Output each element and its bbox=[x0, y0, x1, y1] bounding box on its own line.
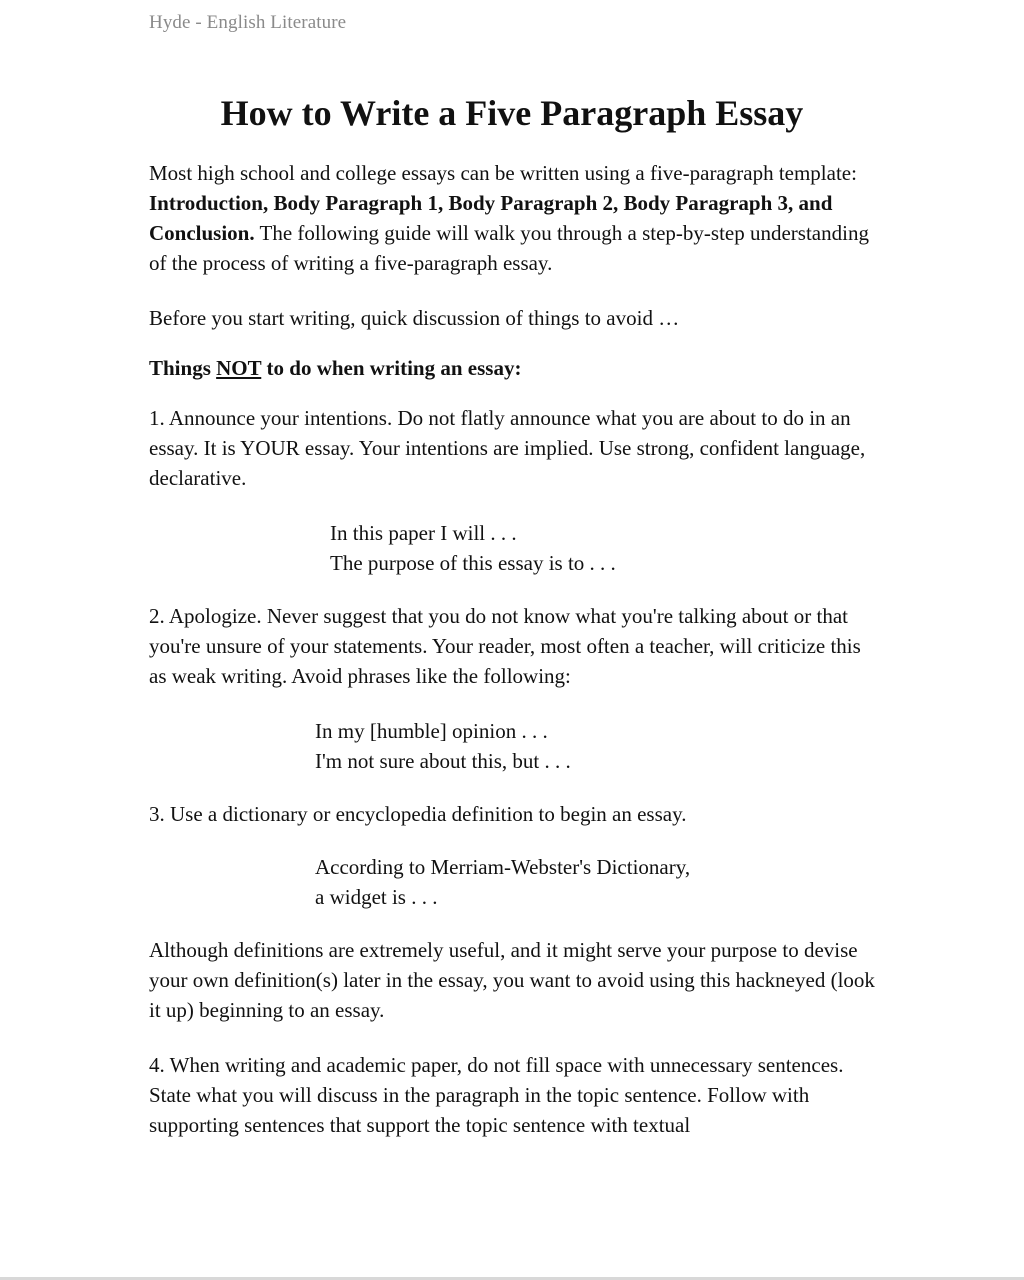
example-line: The purpose of this essay is to . . . bbox=[330, 551, 616, 575]
things-heading-not: NOT bbox=[216, 356, 262, 380]
page-title: How to Write a Five Paragraph Essay bbox=[220, 93, 804, 133]
example-line: I'm not sure about this, but . . . bbox=[315, 749, 571, 773]
example-line: In my [humble] opinion . . . bbox=[315, 719, 548, 743]
item-2-paragraph: 2. Apologize. Never suggest that you do not know what you're talking about or that you're unsure of your statements. Your reader, most often a teacher, will criticize this as weak writing. Avoid phrases like the following: bbox=[149, 604, 861, 688]
example-line: a widget is . . . bbox=[315, 885, 438, 909]
item-3-examples bbox=[149, 852, 879, 912]
item-1-examples bbox=[149, 518, 879, 578]
intro-bold-text: Introduction, Body Paragraph 1, Body Paragraph 2, Body Paragraph 3, and Conclusion. bbox=[149, 191, 833, 245]
things-heading-part3: to do when writing an essay: bbox=[261, 356, 522, 380]
intro-lead-text: Most high school and college essays can be written using a five-paragraph template: bbox=[149, 161, 857, 185]
item-3-paragraph: 3. Use a dictionary or encyclopedia definition to begin an essay. bbox=[149, 802, 687, 826]
item-2-examples bbox=[149, 716, 879, 776]
example-line: According to Merriam-Webster's Dictionary, bbox=[315, 855, 691, 879]
intro-paragraph bbox=[149, 158, 879, 278]
intro-tail-text: The following guide will walk you through a step-by-step understanding of the process of writing a five-paragraph essay. bbox=[149, 221, 869, 275]
item-1-paragraph: 1. Announce your intentions. Do not flatly announce what you are about to do in an essay. It is YOUR essay. Your intentions are implied. Use strong, confident language, declarative. bbox=[149, 406, 866, 490]
item-4-paragraph: 4. When writing and academic paper, do not fill space with unnecessary sentences. State what you will discuss in the paragraph in the topic sentence. Follow with supporting sentences that support the topic sentence with textual bbox=[149, 1053, 844, 1137]
before-paragraph: Before you start writing, quick discussion of things to avoid … bbox=[149, 306, 680, 330]
example-line: In this paper I will . . . bbox=[330, 521, 517, 545]
things-heading-part1: Things bbox=[149, 356, 217, 380]
definitions-note-paragraph: Although definitions are extremely useful, and it might serve your purpose to devise your own definition(s) later in the essay, you want to avoid using this hackneyed (look it up) beginning to an essay. bbox=[149, 938, 875, 1022]
things-not-heading bbox=[149, 353, 879, 383]
document-body bbox=[149, 158, 879, 1140]
document-header: Hyde - English Literature bbox=[149, 12, 347, 33]
